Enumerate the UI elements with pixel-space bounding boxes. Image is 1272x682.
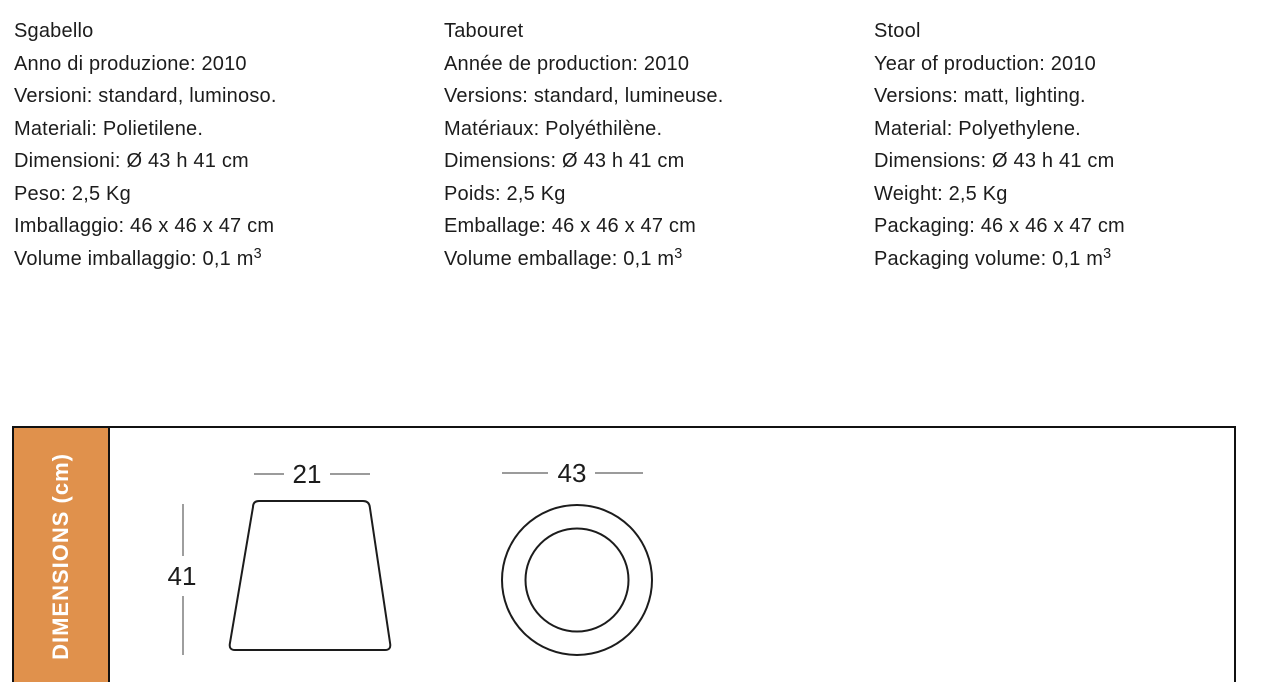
- volume-superscript: 3: [253, 246, 262, 263]
- stool-top-view-inner: [526, 529, 629, 632]
- spec-line-dimensions: Dimensions: Ø 43 h 41 cm: [874, 150, 1115, 172]
- spec-line-packaging-volume: [444, 243, 864, 276]
- volume-text: Volume imballaggio: 0,1 m: [14, 247, 254, 270]
- spec-line-packaging: Packaging: 46 x 46 x 47 cm: [874, 215, 1125, 237]
- spec-line-year: Année de production: 2010: [444, 52, 690, 75]
- spec-line-versions: Versions: standard, lumineuse.: [444, 85, 724, 107]
- spec-line-packaging: Emballage: 46 x 46 x 47 cm: [444, 215, 696, 237]
- spec-column-french: [444, 15, 864, 275]
- spec-line-weight: Weight: 2,5 Kg: [874, 182, 1008, 205]
- spec-line-packaging: Imballaggio: 46 x 46 x 47 cm: [14, 215, 275, 237]
- technical-drawing: [14, 428, 1234, 682]
- spec-line-weight: Poids: 2,5 Kg: [444, 182, 566, 205]
- volume-superscript: 3: [674, 246, 683, 263]
- dimensions-panel: [12, 426, 1236, 682]
- dim-label-height: 41: [167, 561, 197, 591]
- spec-line-versions: Versioni: standard, luminoso.: [14, 85, 277, 107]
- spec-column-italian: [14, 15, 434, 275]
- stool-side-view: [230, 501, 391, 650]
- spec-line-dimensions: Dimensioni: Ø 43 h 41 cm: [14, 150, 249, 172]
- volume-text: Packaging volume: 0,1 m: [874, 247, 1104, 270]
- spec-column-english: [874, 15, 1272, 275]
- product-title-english: Stool: [874, 20, 921, 42]
- spec-line-packaging-volume: [874, 243, 1272, 276]
- spec-line-material: Material: Polyethylene.: [874, 117, 1081, 140]
- product-title-italian: Sgabello: [14, 20, 94, 42]
- spec-line-packaging-volume: [14, 243, 434, 276]
- dimensions-sidebar-label: DIMENSIONS (cm): [48, 452, 73, 660]
- volume-text: Volume emballage: 0,1 m: [444, 247, 675, 270]
- volume-superscript: 3: [1103, 246, 1112, 263]
- spec-line-year: Anno di produzione: 2010: [14, 52, 247, 75]
- spec-line-dimensions: Dimensions: Ø 43 h 41 cm: [444, 150, 685, 172]
- spec-line-material: Materiali: Polietilene.: [14, 117, 204, 140]
- dim-label-diameter: 43: [557, 458, 587, 488]
- spec-line-material: Matériaux: Polyéthilène.: [444, 117, 663, 140]
- spec-line-weight: Peso: 2,5 Kg: [14, 182, 131, 205]
- dim-label-top-width: 21: [292, 459, 322, 489]
- spec-line-versions: Versions: matt, lighting.: [874, 85, 1086, 107]
- product-title-french: Tabouret: [444, 20, 524, 42]
- spec-line-year: Year of production: 2010: [874, 52, 1097, 75]
